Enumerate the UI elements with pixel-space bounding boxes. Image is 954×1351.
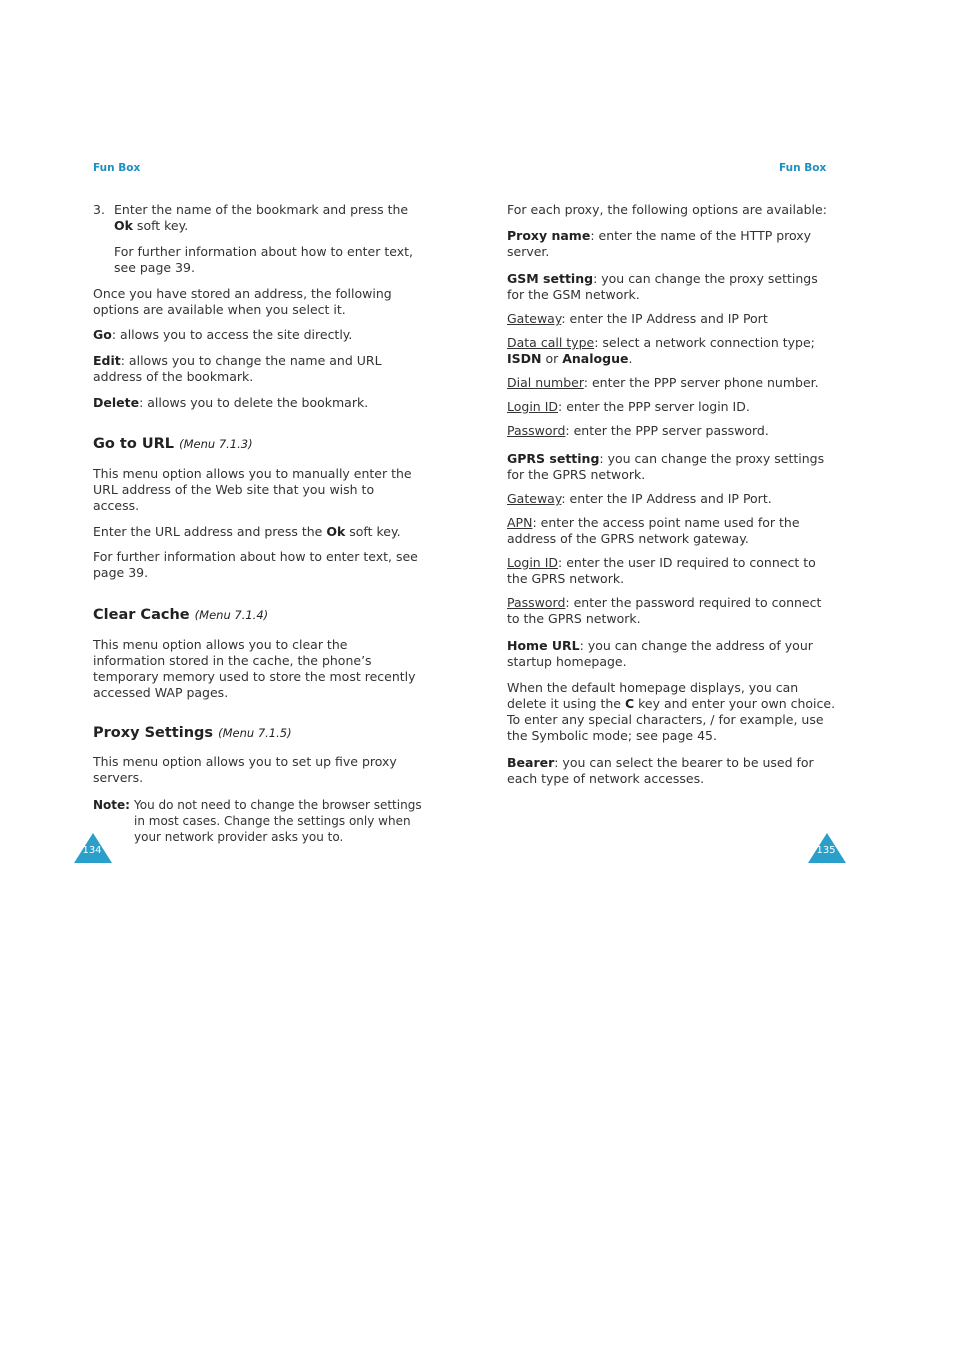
section-title-clear-cache: Clear Cache (Menu 7.1.4): [93, 607, 269, 623]
cache-line3: temporary memory used to store the most recently: [93, 669, 416, 684]
home-url-line2: startup homepage.: [507, 654, 627, 669]
gsm-setting-line1: GSM setting: you can change the proxy settings: [507, 271, 818, 286]
cache-line1: This menu option allows you to clear the: [93, 637, 348, 652]
default-line3: To enter any special characters, / for example, use: [507, 712, 824, 727]
step3-line1: Enter the name of the bookmark and press the: [114, 202, 409, 217]
step3-line2: Ok soft key.: [114, 218, 189, 233]
gprs-setting-line2: for the GPRS network.: [507, 467, 646, 482]
note-line3: your network provider asks you to.: [134, 830, 344, 844]
gprs-setting-line1: GPRS setting: you can change the proxy settings: [507, 451, 825, 466]
goto-p1-line1: This menu option allows you to manually enter the: [93, 466, 412, 481]
proxy-name-line1: Proxy name: enter the name of the HTTP proxy: [507, 228, 812, 243]
gsm-gateway: Gateway: enter the IP Address and IP Port: [507, 311, 768, 326]
dial-number: Dial number: enter the PPP server phone number.: [507, 375, 819, 390]
running-header-left: Fun Box: [93, 162, 141, 174]
goto-p3-line1: For further information about how to enter text, see: [93, 549, 418, 564]
note-label: Note:: [93, 798, 130, 812]
cache-line4: accessed WAP pages.: [93, 685, 229, 700]
section-title-proxy-settings: Proxy Settings (Menu 7.1.5): [93, 725, 292, 741]
gprs-password-line1: Password: enter the password required to connect: [507, 595, 822, 610]
note-line1: You do not need to change the browser settings: [134, 798, 422, 812]
goto-p2: Enter the URL address and press the Ok soft key.: [93, 524, 401, 539]
goto-p1-line2: URL address of the Web site that you wish to: [93, 482, 375, 497]
apn-line1: APN: enter the access point name used for the: [507, 515, 800, 530]
gsm-password: Password: enter the PPP server password.: [507, 423, 769, 438]
home-url-line1: Home URL: you can change the address of your: [507, 638, 813, 653]
data-call-type-line1: Data call type: select a network connection type;: [507, 335, 815, 350]
default-line4: the Symbolic mode; see page 45.: [507, 728, 717, 743]
page-number-right-text: 135: [816, 845, 836, 856]
step3-info-line2: see page 39.: [114, 260, 195, 275]
page-number-right: [807, 832, 847, 864]
cache-line2: information stored in the cache, the phone’s: [93, 653, 372, 668]
gsm-login-id: Login ID: enter the PPP server login ID.: [507, 399, 750, 414]
gprs-password-line2: to the GPRS network.: [507, 611, 641, 626]
gsm-setting-line2: for the GSM network.: [507, 287, 640, 302]
page-number-left: [73, 832, 113, 864]
data-call-type-line2: ISDN or Analogue.: [507, 351, 633, 366]
edit-option-line2: address of the bookmark.: [93, 369, 254, 384]
gprs-login-id-line1: Login ID: enter the user ID required to connect to: [507, 555, 816, 570]
note-line2: in most cases. Change the settings only when: [134, 814, 411, 828]
go-option: Go: allows you to access the site directly.: [93, 327, 353, 342]
gprs-gateway: Gateway: enter the IP Address and IP Port.: [507, 491, 772, 506]
default-line1: When the default homepage displays, you can: [507, 680, 799, 695]
gprs-login-id-line2: the GPRS network.: [507, 571, 625, 586]
step-number: 3.: [93, 202, 105, 217]
apn-line2: address of the GPRS network gateway.: [507, 531, 749, 546]
bearer-line1: Bearer: you can select the bearer to be used for: [507, 755, 814, 770]
proxy-line2: servers.: [93, 770, 144, 785]
running-header-right: Fun Box: [779, 162, 827, 174]
delete-option: Delete: allows you to delete the bookmark.: [93, 395, 369, 410]
default-line2: delete it using the C key and enter your own choice.: [507, 696, 836, 711]
stored-line2: options are available when you select it.: [93, 302, 346, 317]
goto-p3-line2: page 39.: [93, 565, 149, 580]
goto-p1-line3: access.: [93, 498, 140, 513]
edit-option-line1: Edit: allows you to change the name and URL: [93, 353, 382, 368]
step3-info-line1: For further information about how to enter text,: [114, 244, 413, 259]
page-number-left-text: 134: [82, 845, 102, 856]
proxy-name-line2: server.: [507, 244, 550, 259]
bearer-line2: each type of network accesses.: [507, 771, 705, 786]
stored-line1: Once you have stored an address, the following: [93, 286, 392, 301]
proxy-intro: For each proxy, the following options are available:: [507, 202, 827, 217]
proxy-line1: This menu option allows you to set up five proxy: [93, 754, 397, 769]
section-title-go-to-url: Go to URL (Menu 7.1.3): [93, 436, 253, 452]
